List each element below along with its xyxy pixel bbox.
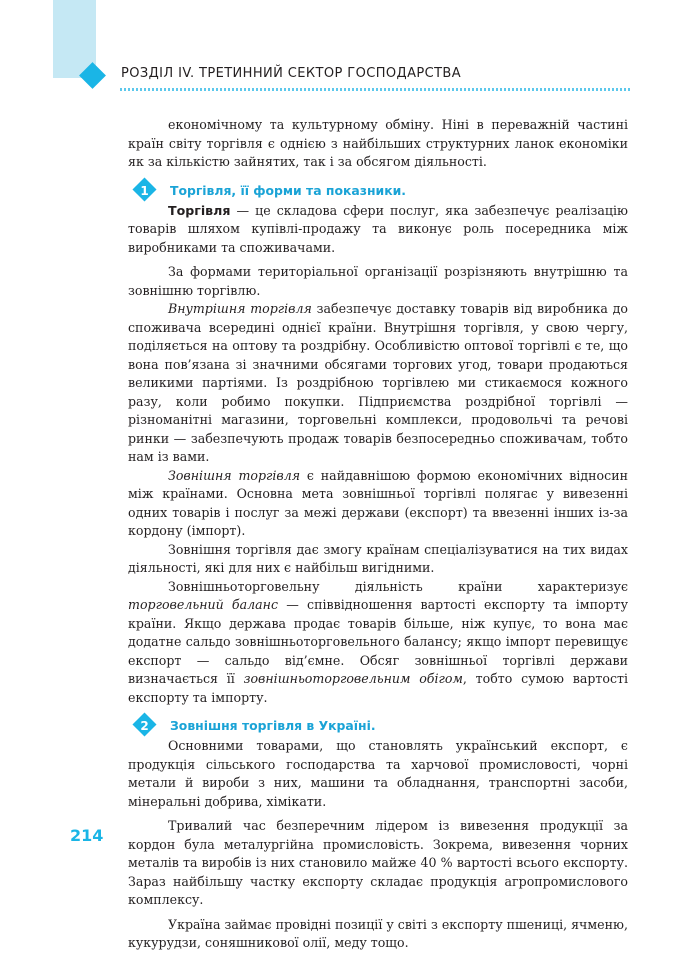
paragraph: Україна займає провідні позиції у світі з експорту пшениці, ячменю, кукурудзи, соняшникової олії, меду тощо. [128,916,628,950]
paragraph: Зовнішня торгівля дає змогу країнам спеціалізуватися на тих видах діяльності, які для них є найбільш вигідними. [128,541,628,575]
section-title: Зовнішня торгівля в Україні. [170,718,376,733]
italic-term: Внутрішня торгівля [168,301,312,316]
section-number: 2 [140,719,149,733]
paragraph: За формами територіальної організації розрізняють внутрішню та зовнішню торгівлю. [128,264,628,298]
section-number-badge [136,181,153,198]
paragraph-text: — співвідношення вартості експорту та імпорту країни. Якщо держава продає товарів більше, ніж купує, то вона має додатне сальдо зовнішньоторговельного балансу; якщо імпорт перевищує експорт — сальдо від’ємне. Обсяг зовнішньої торгівлі держави визначається її [128,597,628,686]
paragraph [128,578,628,708]
italic-term: зовнішньоторговельним обігом [243,671,463,686]
paragraph-text: є найдавнішою формою економічних відносин між країнами. Основна мета зовнішньої торгівлі полягає у вивезенні одних товарів і послуг за межі держави (експорт) та ввезенні інших із-за кордону (імпорт). [128,467,628,538]
section-number: 1 [140,183,149,198]
paragraph-text: забезпечує доставку товарів від виробника до споживача всередині однієї країни. Внутрішня торгівля, у свою чергу, поділяється на оптову та роздрібну. Особливістю оптової торгівлі є те, що вона пов’язана зі значними обсягами торгових угод, товари продаються великими партіями. Із роздрібною торгівлею ми стикаємося кожного разу, коли робимо покупки. Підприємства роздрібної торгівлі — різноманітні магазини, торговельні комплекси, продовольчі та речові ринки — забезпечують продаж товарів безпосередньо споживачам, тобто нам із вами. [128,301,628,464]
definition-paragraph [128,202,628,258]
header-dotted-divider [120,88,630,91]
paragraph: Тривалий час безперечним лідером із вивезення продукції за кордон була металургійна промисловість. Зокрема, вивезення чорних металів та виробів із них становило майже 40 % вартості всього експорту. Зараз найбільшу частку експорту складає продукція агропромислового комплексу. [128,818,628,907]
section-2-heading [128,715,628,737]
page-number: 214 [70,826,104,845]
section-number-badge [136,716,153,733]
definition-text: — це складова сфери послуг, яка забезпечує реалізацію товарів шляхом купівлі-продажу та виконує роль посередника між виробниками та споживачами. [128,202,628,255]
italic-term: Зовнішня торгівля [168,467,301,483]
definition-term: Торгівля [168,202,231,218]
chapter-title: РОЗДІЛ IV. ТРЕТИННИЙ СЕКТОР ГОСПОДАРСТВА [121,66,462,81]
section-1-heading [128,180,628,202]
paragraph [128,300,628,467]
paragraph-text: , тобто сумою вартості експорту та імпорту. [128,671,628,705]
paragraph: Основними товарами, що становлять український експорт, є продукція сільського господарства та харчової промисловості, чорні метали й вироби з них, машини та обладнання, транспортні засоби, мінеральні добрива, хімікати. [128,738,628,809]
intro-paragraph: економічному та культурному обміну. Ніні в переважній частині країн світу торгівля є однією з найбільших структурних ланок економіки як за кількістю зайнятих, так і за обсягом діяльності. [128,117,628,169]
paragraph [128,467,628,541]
section-title: Торгівля, її форми та показники. [170,182,406,198]
italic-term: торговельний баланс [128,597,278,612]
paragraph-text: Зовнішньоторговельну діяльність країни характеризує [168,578,628,594]
page-body [128,116,628,953]
